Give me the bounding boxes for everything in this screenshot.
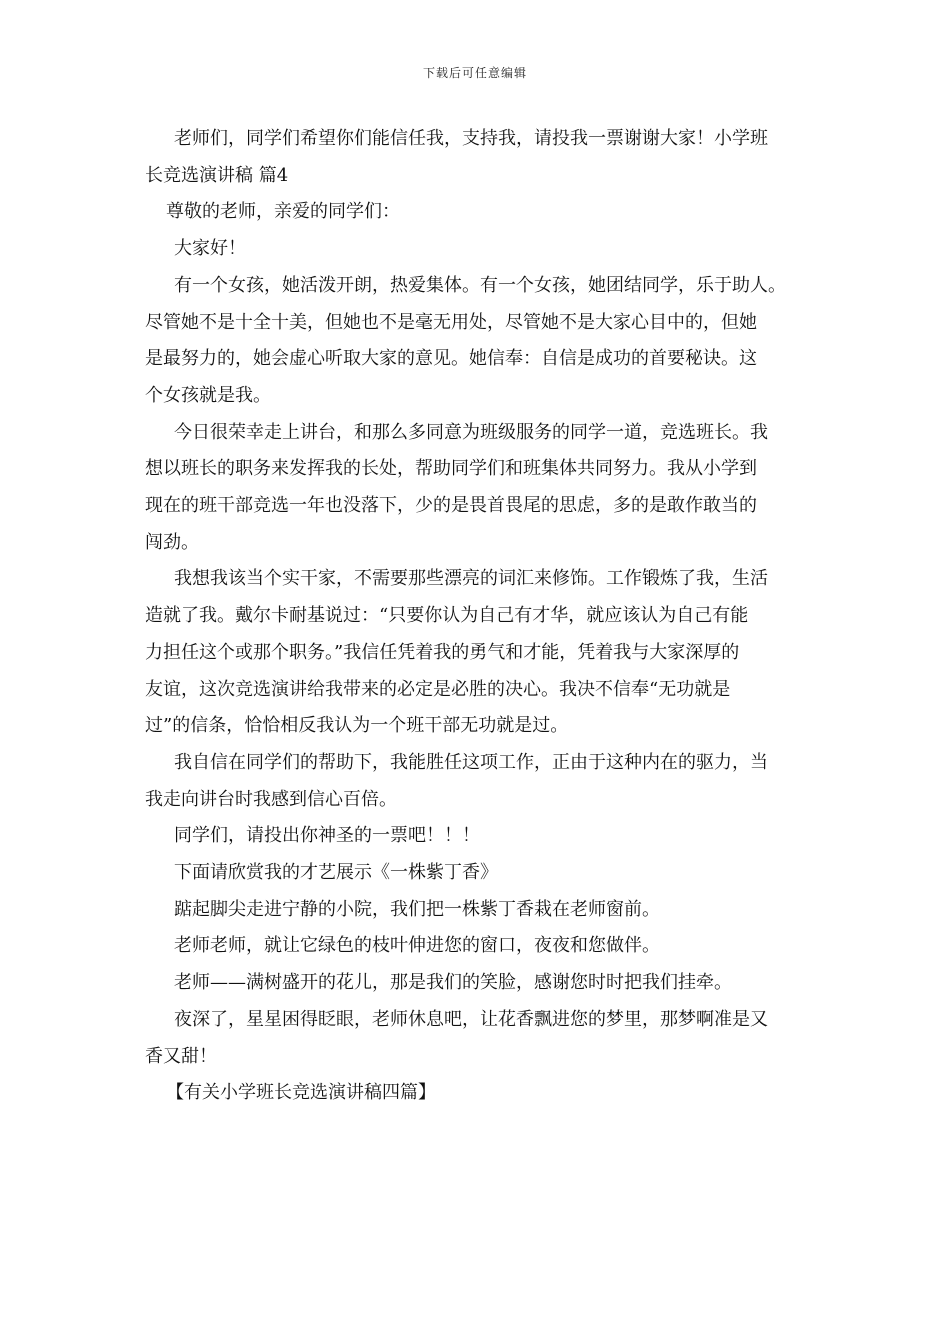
poem-line: 老师老师，就让它绿色的枝叶伸进您的窗口，夜夜和您做伴。 — [174, 935, 660, 957]
poem-line: 香又甜！ — [145, 1045, 217, 1067]
text-line: 闯劲。 — [145, 531, 199, 553]
poem-line: 老师——满树盛开的花儿，那是我们的笑脸，感谢您时时把我们挂牵。 — [174, 972, 732, 994]
text-line: 是最努力的，她会虚心听取大家的意见。她信奉：自信是成功的首要秘诀。这 — [145, 348, 757, 370]
closing-title: 【有关小学班长竞选演讲稿四篇】 — [166, 1082, 436, 1104]
text-line: 长竞选演讲稿 篇4 — [145, 164, 289, 186]
text-line: 个女孩就是我。 — [145, 384, 271, 406]
text-line: 力担任这个或那个职务。”我信任凭着我的勇气和才能，凭着我与大家深厚的 — [145, 641, 740, 663]
greeting-line: 尊敬的老师，亲爱的同学们： — [166, 201, 400, 223]
poem-line: 踮起脚尖走进宁静的小院，我们把一株紫丁香栽在老师窗前。 — [174, 898, 660, 920]
text-line: 想以班长的职务来发挥我的长处，帮助同学们和班集体共同努力。我从小学到 — [145, 458, 757, 480]
text-line: 现在的班干部竞选一年也没落下，少的是畏首畏尾的思虑，多的是敢作敢当的 — [145, 495, 757, 517]
text-line: 过”的信条，恰恰相反我认为一个班干部无功就是过。 — [145, 715, 569, 737]
text-line: 我想我该当个实干家，不需要那些漂亮的词汇来修饰。工作锻炼了我，生活 — [174, 568, 768, 590]
page-header-note: 下载后可任意编辑 — [422, 66, 527, 80]
text-line: 我走向讲台时我感到信心百倍。 — [145, 788, 397, 810]
text-line: 我自信在同学们的帮助下，我能胜任这项工作，正由于这种内在的驱力，当 — [174, 751, 768, 773]
text-line: 大家好！ — [174, 238, 246, 260]
document-body — [145, 121, 813, 1112]
text-line: 尽管她不是十全十美，但她也不是毫无用处，尽管她不是大家心目中的，但她 — [145, 311, 757, 333]
text-line: 友谊，这次竞选演讲给我带来的必定是必胜的决心。我决不信奉“无功就是 — [145, 678, 731, 700]
text-line: 同学们，请投出你神圣的一票吧！！！ — [174, 825, 480, 847]
poem-line: 夜深了，星星困得眨眼，老师休息吧，让花香飘进您的梦里，那梦啊准是又 — [174, 1008, 768, 1030]
text-line: 老师们，同学们希望你们能信任我，支持我，请投我一票谢谢大家！小学班 — [174, 128, 768, 149]
text-line: 下面请欣赏我的才艺展示《一株紫丁香》 — [174, 862, 498, 884]
text-line: 今日很荣幸走上讲台，和那么多同意为班级服务的同学一道，竞选班长。我 — [174, 421, 768, 443]
text-line: 有一个女孩，她活泼开朗，热爱集体。有一个女孩，她团结同学，乐于助人。 — [174, 274, 786, 296]
text-line: 造就了我。戴尔卡耐基说过：“只要你认为自己有才华，就应该认为自己有能 — [145, 605, 749, 627]
